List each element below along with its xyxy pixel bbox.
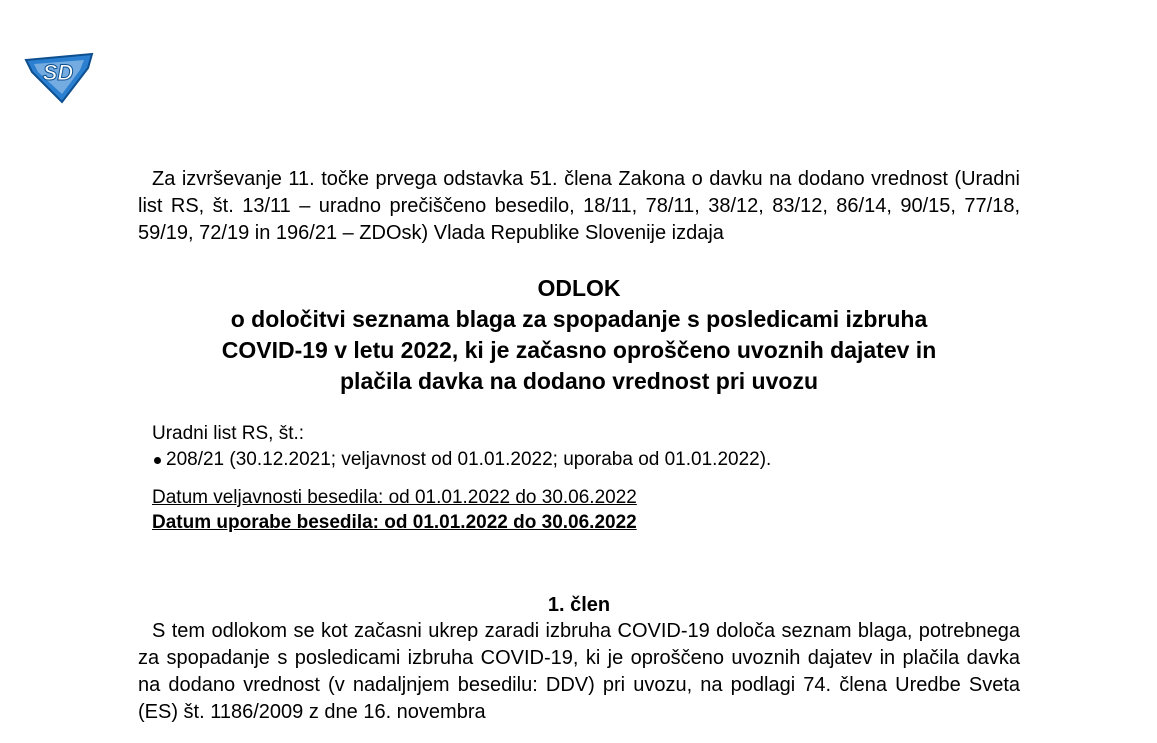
article-1-text: S tem odlokom se kot začasni ukrep zaradi izbruha COVID-19 določa seznam blaga, potrebnega za spopadanje s posledicami izbruha COVID-19, ki je oproščeno uvoznih dajatev in plačila davka na dodano vrednost (v nadaljnjem besedilu: DDV) pri uvozu, na podlagi 74. člena Uredbe Sveta (ES) št. 1186/2009 z dne 16. novembra bbox=[138, 620, 1020, 723]
intro-paragraph: Za izvrševanje 11. točke prvega odstavka 51. člena Zakona o davku na dodano vrednost (Uradni list RS, št. 13/11 – uradno prečiščeno besedilo, 18/11, 78/11, 38/12, 83/12, 86/14, 90/15, 77/18, 59/19, 72/19 in 196/21 – ZDOsk) Vlada Republike Slovenije izdaja bbox=[138, 168, 1020, 244]
document-title bbox=[138, 273, 1020, 397]
svg-text:SD: SD bbox=[42, 60, 74, 85]
gazette-reference bbox=[138, 421, 1020, 473]
title-line-4: plačila davka na dodano vrednost pri uvozu bbox=[340, 368, 818, 394]
validity-date: Datum veljavnosti besedila: od 01.01.2022 do 30.06.2022 bbox=[152, 487, 637, 508]
article-1-heading: 1. člen bbox=[547, 594, 611, 616]
bullet-icon bbox=[154, 457, 161, 464]
gazette-item-text: 208/21 (30.12.2021; veljavnost od 01.01.2022; uporaba od 01.01.2022). bbox=[166, 449, 772, 470]
title-line-3: COVID-19 v letu 2022, ki je začasno oproščeno uvoznih dajatev in bbox=[221, 337, 937, 363]
validity-dates bbox=[138, 485, 1020, 535]
gazette-label: Uradni list RS, št.: bbox=[152, 423, 305, 444]
title-line-1: ODLOK bbox=[537, 275, 621, 301]
document-body bbox=[138, 166, 1020, 726]
gazette-item bbox=[152, 447, 1020, 473]
title-line-2: o določitvi seznama blaga za spopadanje s posledicami izbruha bbox=[230, 306, 928, 332]
sd-logo-icon bbox=[22, 50, 96, 104]
application-date: Datum uporabe besedila: od 01.01.2022 do 30.06.2022 bbox=[152, 512, 637, 533]
